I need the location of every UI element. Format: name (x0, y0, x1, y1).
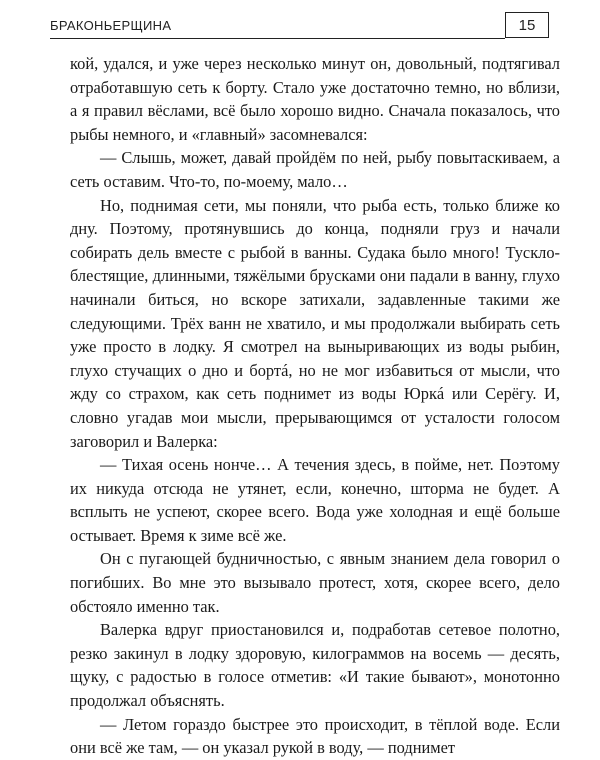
paragraph: — Слышь, может, давай пройдём по ней, рыбу повытаскиваем, а сеть оставим. Что-то, по-моему, мало… (70, 148, 560, 191)
running-header (50, 10, 550, 40)
paragraph: Но, поднимая сети, мы поняли, что рыба есть, только ближе ко дну. Поэтому, протянувшись до конца, подняли груз и начали собирать дель вместе с рыбой в ванны. Судака было много! Тускло-блестящие, длинными, тяжёлыми брусками они падали в ванну, глухо начинали биться, но вскоре затихали, задавленные такими же следующими. Трёх ванн не хватило, и мы продолжали выбирать сеть уже просто в лодку. Я смотрел на выныривающих из воды рыбин, глухо стучащих о дно и бортá, но не мог избавиться от мысли, что жду со страхом, как сеть поднимет из воды Юркá или Серёгу. И, словно угадав мои мысли, прерывающимся от усталости голосом заговорил и Валерка: (70, 195, 560, 451)
running-header-title: БРАКОНЬЕРЩИНА (50, 18, 172, 33)
paragraph: Он с пугающей будничностью, с явным знанием дела говорил о погибших. Во мне это вызывало протест, хотя, скорее всего, дело обстояло именно так. (70, 549, 560, 616)
body-text (70, 52, 560, 760)
paragraph: кой, удался, и уже через несколько минут он, довольный, подтягивал отработавшую сеть к борту. Стало уже достаточно темно, но вблизи, а я правил вёслами, всё было хорошо видно. Сначала показалось, что рыбы немного, и «главный» засомневался: (70, 54, 560, 144)
page-number: 15 (505, 12, 549, 38)
paragraph: — Летом гораздо быстрее это происходит, в тёплой воде. Если они всё же там, — он указал рукой в воду, — поднимет (70, 714, 560, 758)
paragraph: Валерка вдруг приостановился и, подработав сетевое полотно, резко закинул в лодку здоровую, килограммов на восемь — десять, щуку, с радостью в голосе отметив: «И такие бывают», монотонно продолжал объяснять. (70, 620, 560, 711)
header-rule (50, 38, 505, 39)
paragraph: — Тихая осень нонче… А течения здесь, в пойме, нет. Поэтому их никуда отсюда не утянет, если, конечно, шторма не будет. А всплыть не успеют, скорее всего. Вода уже холодная и ещё больше остывает. Время к зиме всё же. (70, 455, 560, 545)
